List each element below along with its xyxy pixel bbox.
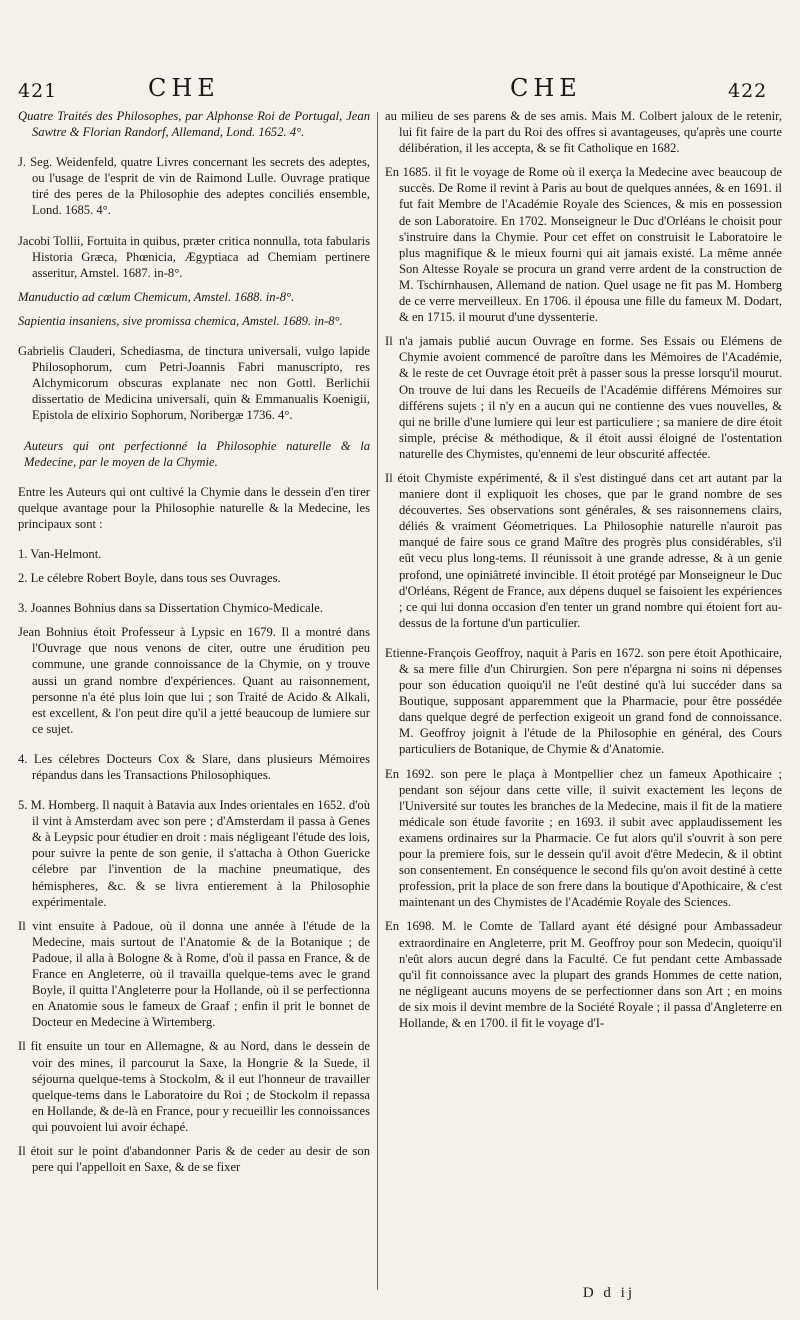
bibliography-entry: J. Seg. Weidenfeld, quatre Livres concernant les secrets des adeptes, ou l'usage de l'esprit de vin de Raimond Lulle. Ouvrage pratique tiré des peres de la Philosophie des adeptes conciliés ensemble, Lond. 1685. 4°.: [18, 155, 370, 218]
numbered-item: 1. Van-Helmont.: [18, 546, 102, 561]
bibliography-entry: Manuductio ad cœlum Chemicum, Amstel. 1688. in-8°.: [18, 289, 295, 304]
left-column: [18, 108, 370, 1183]
paragraph: En 1692. son pere le plaça à Montpellier chez un fameux Apothicaire ; pendant son séjour dans cette ville, il suivit exactement les leçons de l'Université sur toutes les branches de la Medecine, mais il fit de la matiere médicale son étude favorite ; en 1693. il subit avec applaudissement les examens ordinaires sur la Pharmacie. Ce fut alors qu'il s'ouvrit à son pere pour la premiere fois, sur le dessein qu'il avoit d'être Medecin, & il obtint son consentement. En conséquence le second fils qu'on avoit destiné à cette profession, prit la place de son frere dans la boutique d'Apothicaire, & c'est maintenant un des Chymistes de l'Académie Royale des Sciences.: [385, 766, 782, 910]
column-divider: [377, 112, 378, 1290]
paragraph: Il étoit sur le point d'abandonner Paris & de ceder au desir de son pere qui l'appelloit en Saxe, & de se fixer: [18, 1143, 370, 1175]
numbered-item: 4. Les célebres Docteurs Cox & Slare, dans plusieurs Mémoires répandus dans les Transactions Philosophiques.: [18, 751, 370, 782]
numbered-item: 3. Joannes Bohnius dans sa Dissertation Chymico-Medicale.: [18, 601, 323, 616]
right-column: [385, 108, 782, 1039]
paragraph: Jean Bohnius étoit Professeur à Lypsic en 1679. Il a montré dans l'Ouvrage que nous venons de citer, outre une érudition peu commune, une grande connoissance de la Chymie, on y trouve aussi un grand nombre d'expériences. Quant au raisonnement, personne n'a été plus loin que lui ; son Traité de Acido & Alkali, est excellent, & l'on peut dire qu'il a jetté beaucoup de lumiere sur ce sujet.: [18, 625, 370, 736]
paragraph: Il vint ensuite à Padoue, où il donna une année à l'étude de la Medecine, mais surtout de l'Anatomie & de la Botanique ; de Padoue, il alla à Bologne & à Rome, d'où il passa en France, & de France en Angleterre, où il travailla quelque-tems avec le grand Boyle, il quitta l'Angleterre pour la Hollande, où il se perfectionna en Anatomie sous le fameux de Graaf ; enfin il prit le bonnet de Docteur en Medecine à Wirtemberg.: [18, 918, 370, 1030]
paragraph: En 1698. M. le Comte de Tallard ayant été désigné pour Ambassadeur extraordinaire en Angleterre, prit M. Geoffroy pour son Medecin, quoiqu'il n'eût alors aucun degré dans la Faculté. Ce fut pendant cette Ambassade qu'il fit connoissance avec la plupart des grands Hommes de cette nation, ne négligeant aucuns moyens de se perfectionner dans son Art ; en moins de six mois il devint membre de la Société Royale ; il passa d'Angleterre en Hollande, & en 1700. il fit le voyage d'I-: [385, 919, 782, 1030]
paragraph: Il étoit Chymiste expérimenté, & il s'est distingué dans cet art autant par la maniere dont il expliquoit les choses, que par le grand nombre de ses découvertes. Ses observations sont générales, & ses raisonnemens clairs, déliés & vraiment Géometriques. La Philosophie naturelle n'auroit pas manqué de faire sous ce grand Maître des progrès plus considérables, s'il eût vecu plus long-tems. Il réunissoit à une grande adresse, & à un genie profond, une opiniâtreté invincible. Il étoit protégé par Monseigneur le Duc d'Orléans, Régent de France, aux dépens duquel se faisoient les expériences ; ce qui lui donna occasion d'en tenter un grand nombre qui étoient fort au-dessus de la fortune d'un particulier.: [385, 470, 782, 630]
section-heading: Auteurs qui ont perfectionné la Philosophie naturelle & la Medecine, par le moyen de la Chymie.: [24, 438, 370, 469]
right-running-head: CHE: [510, 74, 582, 102]
bibliography-entry: Jacobi Tollii, Fortuita in quibus, præter critica nonnulla, tota fabularis Historia Græca, Phœnicia, Ægyptiaca ad Chemiam pertinere asseritur, Amstel. 1687. in-8°.: [18, 233, 370, 280]
signature-mark: D d ij: [582, 1285, 635, 1301]
bibliography-entry: Gabrielis Clauderi, Schediasma, de tinctura universali, vulgo lapide Philosophorum, cum Petri-Joannis Fabri manuscripto, res Alchymicorum obscuras explanate nec non Gottl. Berlichii dissertatio de Medicina universali, quin & Emmanualis Koenigii, Epistola de elixirio Sophorum, Noribergæ 1736. 4°.: [18, 344, 370, 423]
left-running-head: CHE: [148, 74, 220, 102]
bibliography-entry: Sapientia insaniens, sive promissa chemica, Amstel. 1689. in-8°.: [18, 313, 343, 328]
right-page-number: 422: [728, 80, 768, 102]
left-page-number: 421: [18, 80, 58, 102]
paragraph: Entre les Auteurs qui ont cultivé la Chymie dans le dessein d'en tirer quelque avantage pour la Philosophie naturelle & la Medecine, les principaux sont :: [18, 484, 370, 531]
paragraph: Il n'a jamais publié aucun Ouvrage en forme. Ses Essais ou Elémens de Chymie avoient commencé de paroître dans les Mémoires de l'Académie, & le reste de cet Ouvrage étoit prêt à passer sous la presse lorsqu'il mourut. On trouve de lui dans les Recueils de l'Académie différens Mémoires sur différens sujets ; il n'y en a aucun qui ne contienne des vues nouvelles, & qui ne brille d'une lumiere qui leur est particuliere ; sa maniere de dire étoit simple, précise & méthodique, & il étoit aussi éloigné de l'ostentation naturelle des Chymistes, qu'ennemi de leur obscurité affectée.: [385, 334, 782, 461]
numbered-item: 5. M. Homberg. Il naquit à Batavia aux Indes orientales en 1652. d'où il vint à Amsterdam avec son pere ; d'Amsterdam il passa à Genes & à Leypsic pour étudier en droit : mais négligeant l'étude des lois, pour suivre la pente de son genie, il s'attacha à Othon Guericke célebre par l'invention de la machine pneumatique, des hémispheres, &c. & se livra entierement à la Philosophie expérimentale.: [18, 798, 370, 909]
paragraph: Il fit ensuite un tour en Allemagne, & au Nord, dans le dessein de voir des mines, il parcourut la Saxe, la Hongrie & la Suede, il séjourna quelque-tems à Stockolm, & il eut l'honneur de travailler quelque-tems dans le Laboratoire du Roi ; de Stockolm il repassa en Hollande, & de-là en France, pour y recueillir les connoissances qui pouvoient lui avoir échapé.: [18, 1039, 370, 1134]
paragraph: au milieu de ses parens & de ses amis. Mais M. Colbert jaloux de le retenir, lui fit faire de la part du Roi des offres si avantageuses, qu'après une courte délibération, il les accepta, & se fit Catholique en 1682.: [385, 109, 782, 156]
paragraph: Etienne-François Geoffroy, naquit à Paris en 1672. son pere étoit Apothicaire, & sa mere fille d'un Chirurgien. Son pere n'épargna ni soins ni dépenses pour son éducation quoiqu'il ne l'eût destiné qu'à lui succéder dans sa Boutique, supposant apparemment que la Pharmacie, pour être possédée dans quelque degré de perfection exigeoit un grand fond de connoissance. M. Geoffroy joignit à l'étude de la Philosophie en général, des Cours particuliers de Botanique, de Chymie & d'Anatomie.: [385, 645, 782, 757]
paragraph: En 1685. il fit le voyage de Rome où il exerça la Medecine avec beaucoup de succès. De Rome il revint à Paris au bout de quelques années, & en 1691. il fut fait Membre de l'Académie Royale des Sciences, & mis en possession de son Laboratoire. En 1702. Monseigneur le Duc d'Orléans le choisit pour s'instruire dans la Chymie. Pour cet effet on construisit le Laboratoire le plus magnifique & le mieux fourni qui ait jamais existé. La même année Son Altesse Royale se procura un grand verre ardent de la construction de M. Tschirnhausen, Allemand de nation. Quel usage ne fit pas M. Homberg de ce verre merveilleux. En 1706. il épousa une fille du fameux M. Dodart, & en 1715. il mourut d'une dyssenterie.: [385, 165, 782, 325]
numbered-item: 2. Le célebre Robert Boyle, dans tous ses Ouvrages.: [18, 571, 281, 586]
bibliography-entry: Quatre Traités des Philosophes, par Alphonse Roi de Portugal, Jean Sawtre & Florian Randorf, Allemand, Lond. 1652. 4°.: [18, 109, 370, 140]
